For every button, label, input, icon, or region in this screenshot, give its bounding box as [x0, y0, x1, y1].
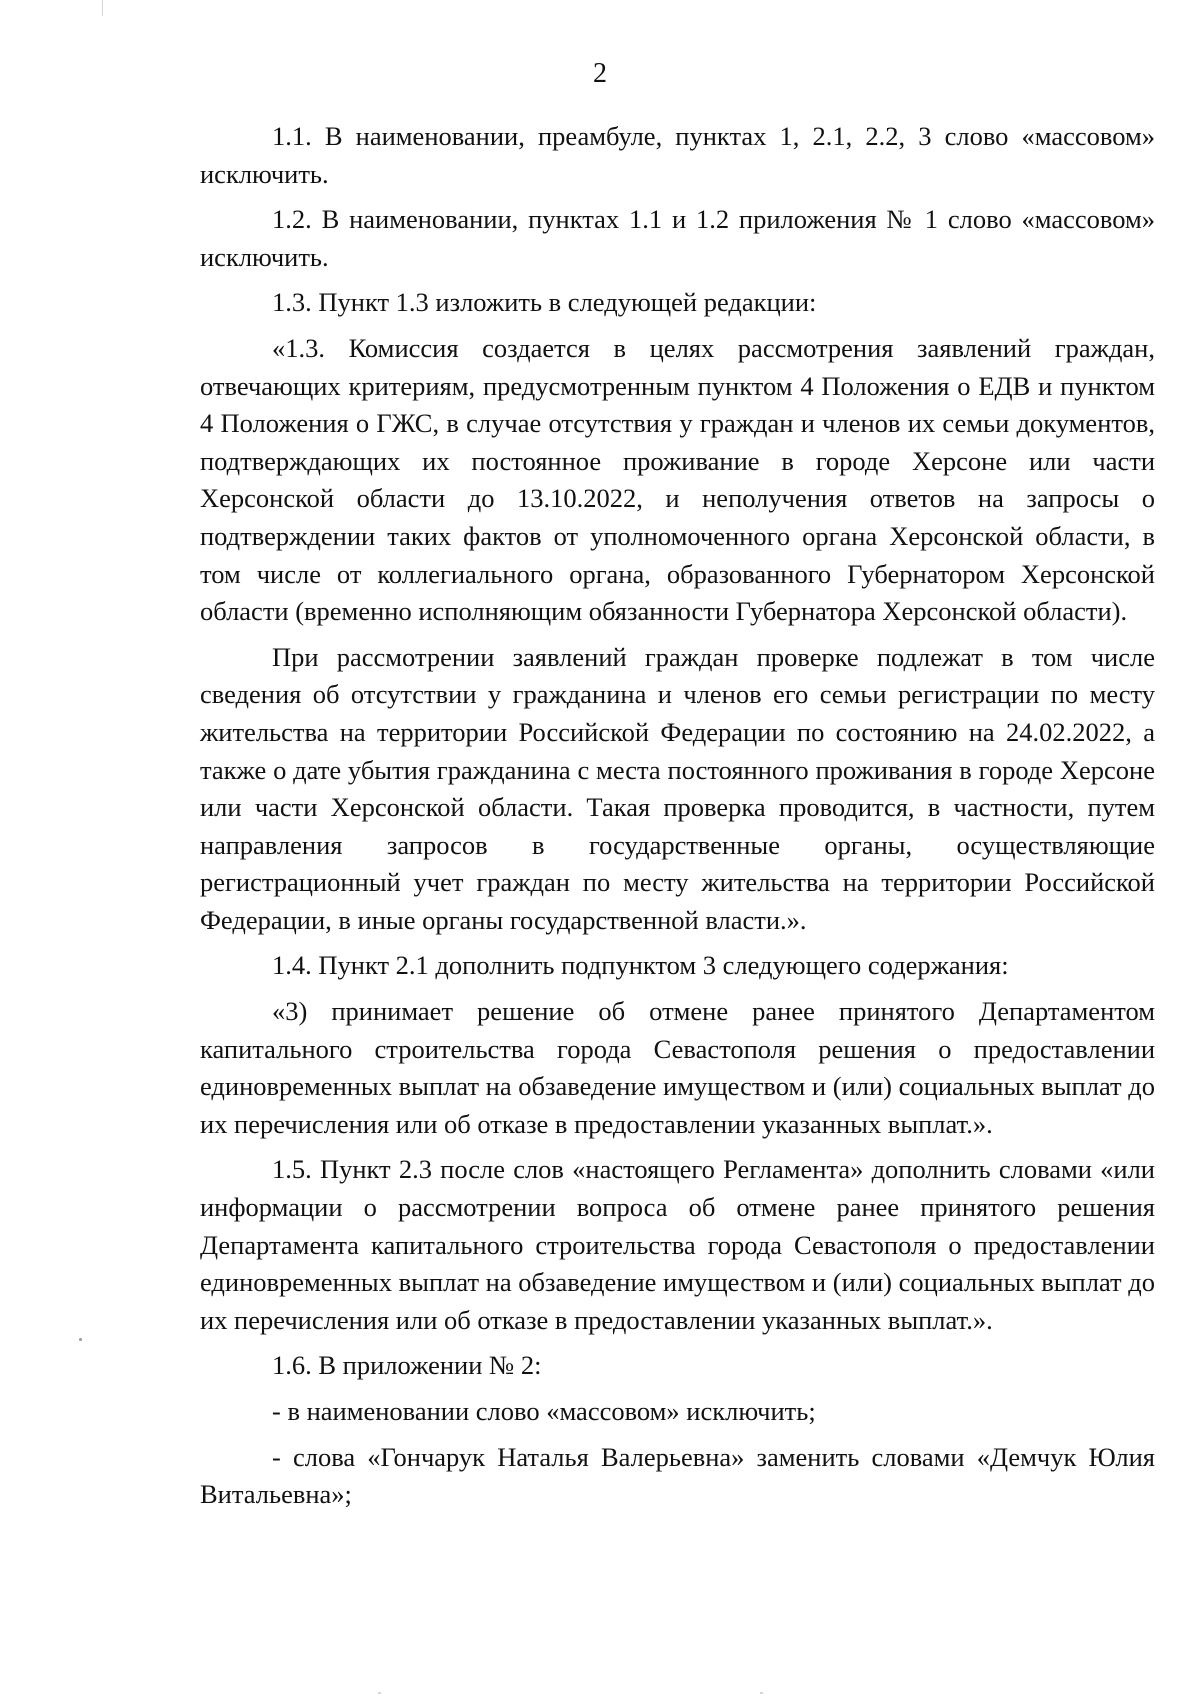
scan-artifact-line-bottom-1	[378, 1692, 381, 1694]
scan-artifact-line-bottom-2	[760, 1692, 763, 1694]
paragraph-1-1: 1.1. В наименовании, преамбуле, пунктах 1, 2.1, 2.2, 3 слово «массовом» исключить.	[200, 121, 1155, 189]
paragraph-1-6-item-2: - слова «Гончарук Наталья Валерьевна» заменить словами «Демчук Юлия Витальевна»;	[200, 1441, 1155, 1510]
paragraph-1-3-quote: «1.3. Комиссия создается в целях рассмотрения заявлений граждан, отвечающих критериям, предусмотренным пунктом 4 Положения о ЕДВ и пунктом 4 Положения о ГЖС, в случае отсутствия у граждан и членов их семьи документов, подтверждающих их постоянное проживание в городе Херсоне или части Херсонской области до 13.10.2022, и неполучения ответов на запросы о подтверждении таких фактов от уполномоченного органа Херсонской области, в том числе от коллегиального органа, образованного Губернатором Херсонской области (временно исполняющим обязанности Губернатора Херсонской области).	[200, 332, 1155, 627]
scan-artifact-line	[102, 0, 103, 16]
paragraph-1-6-item-1: - в наименовании слово «массовом» исключить;	[272, 1396, 816, 1426]
paragraph-1-3-heading: 1.3. Пункт 1.3 изложить в следующей редакции:	[272, 287, 817, 318]
paragraph-1-4: 1.4. Пункт 2.1 дополнить подпунктом 3 следующего содержания:	[272, 950, 1009, 981]
paragraph-1-6: 1.6. В приложении № 2:	[272, 1350, 542, 1381]
document-body	[200, 118, 1155, 1514]
paragraph-1-4-quote: «3) принимает решение об отмене ранее принятого Департаментом капитального строительства города Севастополя решения о предоставлении единовременных выплат на обзаведение имуществом и (или) социальных выплат до их перечисления или об отказе в предоставлении указанных выплат.».	[200, 996, 1155, 1139]
page-number: 2	[593, 58, 607, 89]
scan-artifact-dot	[79, 1338, 82, 1341]
paragraph-verification: При рассмотрении заявлений граждан проверке подлежат в том числе сведения об отсутствии у гражданина и членов его семьи регистрации по месту жительства на территории Российской Федерации по состоянию на 24.02.2022, а также о дате убытия гражданина с места постоянного проживания в городе Херсоне или части Херсонской области. Такая проверка проводится, в частности, путем направления запросов в государственные органы, осуществляющие регистрационный учет граждан по месту жительства на территории Российской Федерации, в иные органы государственной власти.».	[200, 641, 1155, 935]
paragraph-1-5: 1.5. Пункт 2.3 после слов «настоящего Регламента» дополнить словами «или информации о рассмотрении вопроса об отмене ранее принятого решения Департамента капитального строительства города Севастополя о предоставлении единовременных выплат на обзаведение имуществом и (или) социальных выплат до их перечисления или об отказе в предоставлении указанных выплат.».	[200, 1154, 1155, 1335]
paragraph-1-2: 1.2. В наименовании, пунктах 1.1 и 1.2 приложения № 1 слово «массовом» исключить.	[200, 204, 1155, 272]
